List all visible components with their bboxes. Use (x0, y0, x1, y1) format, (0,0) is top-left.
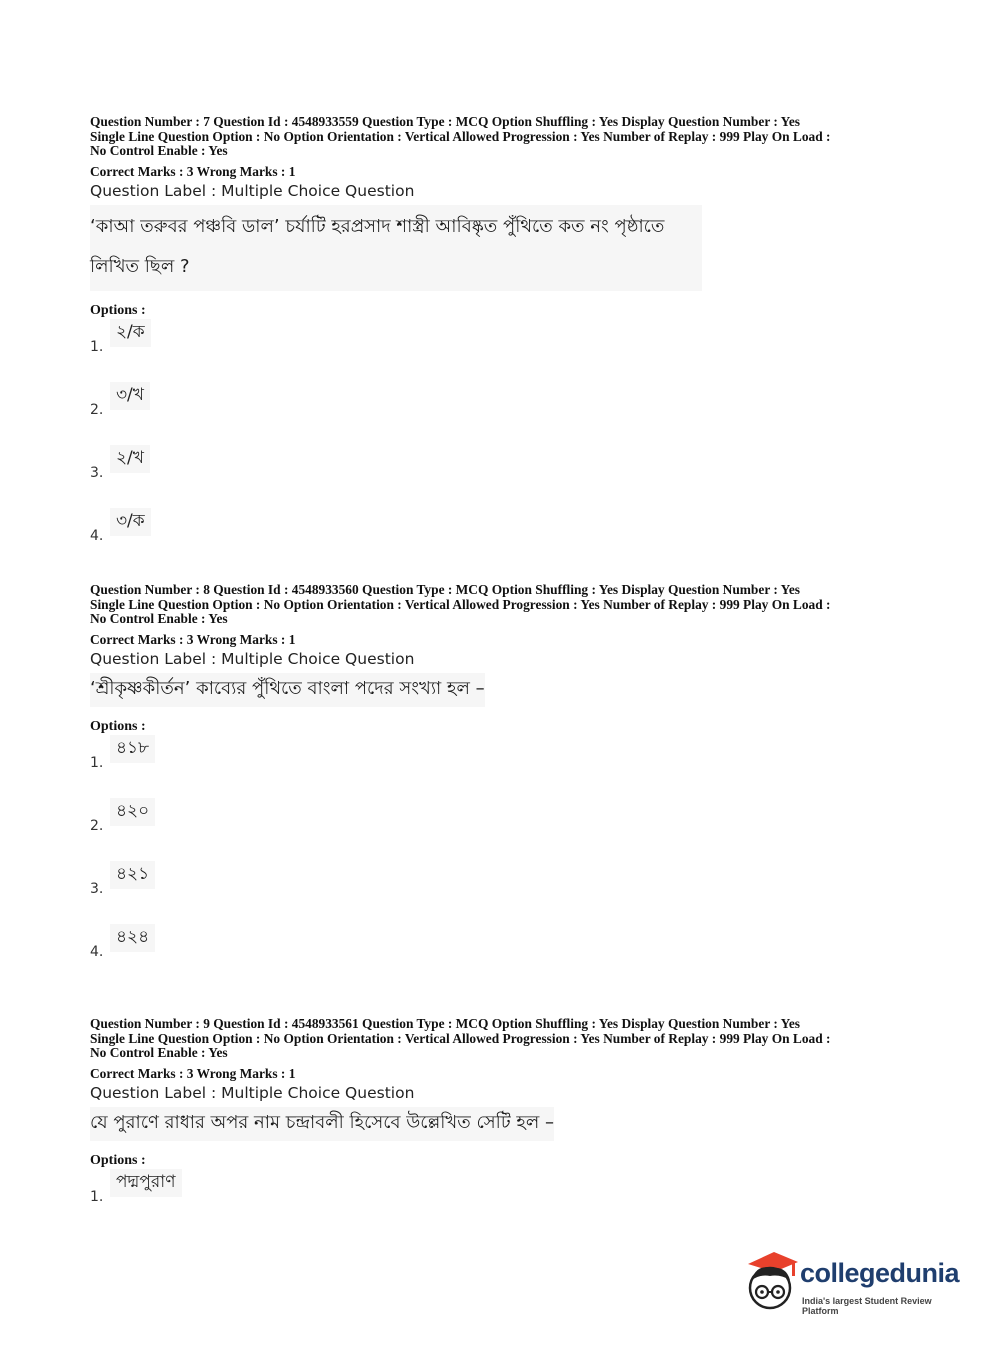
meta-line-3: No Control Enable : Yes (90, 1045, 228, 1061)
option-value: ৩/ক (110, 508, 151, 536)
option-number: 2. (90, 401, 104, 418)
option-value: ৩/খ (110, 382, 150, 410)
option-item[interactable] (90, 924, 920, 987)
options-list (90, 319, 920, 571)
option-number: 3. (90, 464, 104, 481)
meta-line-1: Question Number : 9 Question Id : 4548933561 Question Type : MCQ Option Shuffling : Yes Display Question Number : Yes (90, 1016, 801, 1031)
option-item[interactable] (90, 382, 920, 445)
options-list (90, 735, 920, 987)
option-number: 2. (90, 817, 104, 834)
mascot-icon (740, 1250, 802, 1316)
question-block-8 (90, 583, 920, 987)
logo-tagline: India's largest Student Review Platform (802, 1296, 932, 1316)
option-value: ৪২১ (110, 861, 155, 889)
option-number: 1. (90, 338, 104, 355)
question-meta (90, 583, 920, 627)
question-block-9 (90, 1017, 920, 1232)
option-item[interactable] (90, 445, 920, 508)
logo-wordmark: collegedunia (800, 1258, 960, 1288)
option-value: ৪২০ (110, 798, 155, 826)
options-title: Options : (90, 718, 146, 734)
question-text: ‘শ্রীকৃষ্ণকীর্তন’ কাব্যের পুঁথিতে বাংলা পদের সংখ্যা হল – (90, 673, 485, 707)
collegedunia-logo (740, 1250, 970, 1320)
meta-line-2: Single Line Question Option : No Option Orientation : Vertical Allowed Progression : Yes Number of Replay : 999 Play On Load : (90, 128, 831, 144)
marks-line: Correct Marks : 3 Wrong Marks : 1 (90, 163, 296, 179)
meta-line-1: Question Number : 7 Question Id : 4548933559 Question Type : MCQ Option Shuffling : Yes Display Question Number : Yes (90, 114, 801, 129)
marks-line: Correct Marks : 3 Wrong Marks : 1 (90, 631, 296, 647)
option-value: ২/ক (110, 319, 151, 347)
option-item[interactable] (90, 319, 920, 382)
option-number: 4. (90, 943, 104, 960)
question-label: Question Label : Multiple Choice Question (90, 181, 415, 200)
meta-line-2: Single Line Question Option : No Option Orientation : Vertical Allowed Progression : Yes Number of Replay : 999 Play On Load : (90, 1030, 831, 1046)
meta-line-1: Question Number : 8 Question Id : 4548933560 Question Type : MCQ Option Shuffling : Yes Display Question Number : Yes (90, 582, 801, 597)
question-text: যে পুরাণে রাধার অপর নাম চন্দ্রাবলী হিসেবে উল্লেখিত সেটি হল – (90, 1107, 554, 1141)
meta-line-3: No Control Enable : Yes (90, 143, 228, 159)
question-label: Question Label : Multiple Choice Question (90, 649, 415, 668)
meta-line-3: No Control Enable : Yes (90, 611, 228, 627)
question-text: ‘কাআ তরুবর পঞ্চবি ডাল’ চর্যাটি হরপ্রসাদ শাস্ত্রী আবিষ্কৃত পুঁথিতে কত নং পৃষ্ঠাতে লিখিত ছিল ? (90, 205, 702, 291)
option-item[interactable] (90, 508, 920, 571)
meta-line-2: Single Line Question Option : No Option Orientation : Vertical Allowed Progression : Yes Number of Replay : 999 Play On Load : (90, 596, 831, 612)
option-item[interactable] (90, 735, 920, 798)
option-number: 1. (90, 754, 104, 771)
option-value: ৪২৪ (110, 924, 155, 952)
option-number: 4. (90, 527, 104, 544)
options-title: Options : (90, 302, 146, 318)
marks-line: Correct Marks : 3 Wrong Marks : 1 (90, 1065, 296, 1081)
option-item[interactable] (90, 861, 920, 924)
question-meta (90, 115, 920, 159)
option-value: ২/খ (110, 445, 150, 473)
option-number: 1. (90, 1188, 104, 1205)
option-value: ৪১৮ (110, 735, 155, 763)
options-title: Options : (90, 1152, 146, 1168)
question-block-7 (90, 115, 920, 571)
option-item[interactable] (90, 798, 920, 861)
options-list (90, 1169, 920, 1232)
option-number: 3. (90, 880, 104, 897)
option-value: পদ্মপুরাণ (110, 1169, 182, 1197)
question-label: Question Label : Multiple Choice Question (90, 1083, 415, 1102)
question-meta (90, 1017, 920, 1061)
option-item[interactable] (90, 1169, 920, 1232)
